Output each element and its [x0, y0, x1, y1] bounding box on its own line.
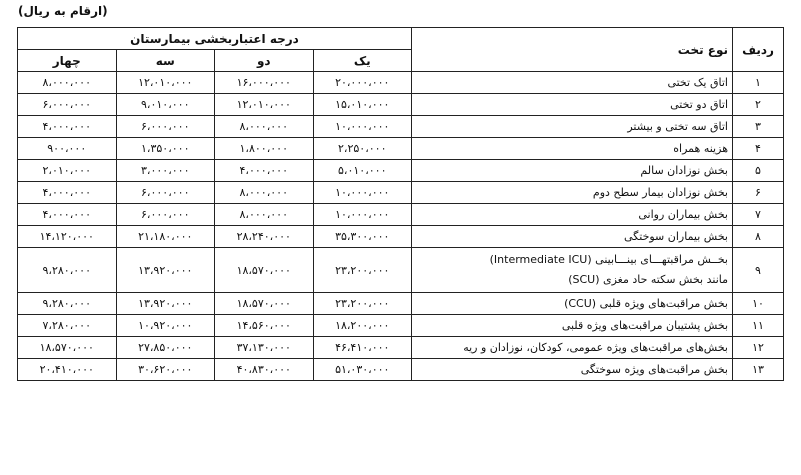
table-row: [18, 72, 784, 94]
bed-type-cell: بخش نوزادان بیمار سطح دوم: [412, 182, 733, 204]
row-number: ۵: [733, 160, 784, 182]
header-grade-2: دو: [215, 50, 314, 72]
table-row: [18, 359, 784, 381]
table-row: [18, 226, 784, 248]
row-number: ۱: [733, 72, 784, 94]
rate-grade-1: ۳۵،۳۰۰،۰۰۰: [313, 226, 412, 248]
bed-type-line-1: بخــش مراقبتهـــای بینـــابینی (Intermediate ICU): [489, 253, 728, 266]
row-number: ۴: [733, 138, 784, 160]
bed-type-cell: اتاق یک تختی: [412, 72, 733, 94]
row-number: ۹: [733, 248, 784, 293]
rate-grade-4: ۹،۲۸۰،۰۰۰: [18, 293, 117, 315]
rate-grade-4: ۴،۰۰۰،۰۰۰: [18, 182, 117, 204]
bed-type-cell: بخش بیماران سوختگی: [412, 226, 733, 248]
rate-grade-2: ۱۸،۵۷۰،۰۰۰: [215, 293, 314, 315]
table-row: [18, 116, 784, 138]
rate-grade-2: ۸،۰۰۰،۰۰۰: [215, 116, 314, 138]
rate-grade-1: ۲۳،۲۰۰،۰۰۰: [313, 293, 412, 315]
rate-grade-3: ۹،۰۱۰،۰۰۰: [116, 94, 215, 116]
bed-type-cell: بخش مراقبت‌های ویژه سوختگی: [412, 359, 733, 381]
rate-grade-1: ۴۶،۴۱۰،۰۰۰: [313, 337, 412, 359]
row-number: ۱۰: [733, 293, 784, 315]
rate-grade-2: ۴۰،۸۳۰،۰۰۰: [215, 359, 314, 381]
header-grade-3: سه: [116, 50, 215, 72]
rate-grade-3: ۱۳،۹۲۰،۰۰۰: [116, 293, 215, 315]
rate-grade-1: ۲۳،۲۰۰،۰۰۰: [313, 248, 412, 293]
row-number: ۱۱: [733, 315, 784, 337]
rate-grade-4: ۸،۰۰۰،۰۰۰: [18, 72, 117, 94]
rate-grade-4: ۶،۰۰۰،۰۰۰: [18, 94, 117, 116]
table-row: [18, 293, 784, 315]
rate-grade-4: ۹،۲۸۰،۰۰۰: [18, 248, 117, 293]
unit-note: (ارقام به ریال): [18, 4, 108, 18]
row-number: ۶: [733, 182, 784, 204]
rate-grade-4: ۱۴،۱۲۰،۰۰۰: [18, 226, 117, 248]
table-row: [18, 160, 784, 182]
bed-type-cell: بخش‌های مراقبت‌های ویژه عمومی، کودکان، نوزادان و ریه: [412, 337, 733, 359]
table-row: [18, 337, 784, 359]
rate-grade-3: ۲۷،۸۵۰،۰۰۰: [116, 337, 215, 359]
rate-grade-2: ۱۸،۵۷۰،۰۰۰: [215, 248, 314, 293]
bed-type-cell: بخش بیماران روانی: [412, 204, 733, 226]
header-grade-4: چهار: [18, 50, 117, 72]
row-number: ۱۳: [733, 359, 784, 381]
row-number: ۲: [733, 94, 784, 116]
rate-grade-3: ۳۰،۶۲۰،۰۰۰: [116, 359, 215, 381]
bed-type-cell: اتاق دو تختی: [412, 94, 733, 116]
bed-type-cell: بخش مراقبت‌های ویژه قلبی (CCU): [412, 293, 733, 315]
rate-grade-4: ۲،۰۱۰،۰۰۰: [18, 160, 117, 182]
rate-grade-4: ۱۸،۵۷۰،۰۰۰: [18, 337, 117, 359]
rate-grade-3: ۱۰،۹۲۰،۰۰۰: [116, 315, 215, 337]
rate-grade-2: ۳۷،۱۳۰،۰۰۰: [215, 337, 314, 359]
rate-grade-1: ۱۰،۰۰۰،۰۰۰: [313, 204, 412, 226]
rate-grade-4: ۲۰،۴۱۰،۰۰۰: [18, 359, 117, 381]
bed-type-cell: بخش پشتیبان مراقبت‌های ویژه قلبی: [412, 315, 733, 337]
rate-grade-1: ۵۱،۰۳۰،۰۰۰: [313, 359, 412, 381]
rate-grade-3: ۶،۰۰۰،۰۰۰: [116, 204, 215, 226]
table-body: [18, 72, 784, 381]
rate-grade-1: ۲۰،۰۰۰،۰۰۰: [313, 72, 412, 94]
rate-grade-2: ۱۲،۰۱۰،۰۰۰: [215, 94, 314, 116]
bed-type-cell: بخش نوزادان سالم: [412, 160, 733, 182]
bed-type-cell: هزینه همراه: [412, 138, 733, 160]
rate-grade-1: ۱۰،۰۰۰،۰۰۰: [313, 116, 412, 138]
rate-grade-1: ۱۸،۲۰۰،۰۰۰: [313, 315, 412, 337]
bed-type-cell: اتاق سه تختی و بیشتر: [412, 116, 733, 138]
rate-grade-1: ۵،۰۱۰،۰۰۰: [313, 160, 412, 182]
header-row-number: ردیف: [733, 28, 784, 72]
rate-grade-3: ۶،۰۰۰،۰۰۰: [116, 116, 215, 138]
header-bed-type: نوع تخت: [412, 28, 733, 72]
table-row: [18, 248, 784, 293]
rate-grade-3: ۲۱،۱۸۰،۰۰۰: [116, 226, 215, 248]
rate-grade-2: ۲۸،۲۴۰،۰۰۰: [215, 226, 314, 248]
table-row: [18, 138, 784, 160]
header-grade-1: یک: [313, 50, 412, 72]
row-number: ۷: [733, 204, 784, 226]
rate-grade-1: ۱۰،۰۰۰،۰۰۰: [313, 182, 412, 204]
table-row: [18, 315, 784, 337]
table-row: [18, 94, 784, 116]
rate-grade-3: ۱۳،۹۲۰،۰۰۰: [116, 248, 215, 293]
header-grade-group: درجه اعتباربخشی بیمارستان: [18, 28, 412, 50]
rate-grade-2: ۱۶،۰۰۰،۰۰۰: [215, 72, 314, 94]
bed-rates-table: [17, 27, 784, 381]
rate-grade-3: ۱۲،۰۱۰،۰۰۰: [116, 72, 215, 94]
rate-grade-2: ۸،۰۰۰،۰۰۰: [215, 182, 314, 204]
rate-grade-2: ۱،۸۰۰،۰۰۰: [215, 138, 314, 160]
rate-grade-1: ۱۵،۰۱۰،۰۰۰: [313, 94, 412, 116]
bed-type-line-2: مانند بخش سکته حاد مغزی (SCU): [568, 273, 728, 286]
table-row: [18, 182, 784, 204]
rate-grade-2: ۸،۰۰۰،۰۰۰: [215, 204, 314, 226]
row-number: ۳: [733, 116, 784, 138]
row-number: ۸: [733, 226, 784, 248]
rate-grade-4: ۹۰۰،۰۰۰: [18, 138, 117, 160]
rate-grade-3: ۱،۳۵۰،۰۰۰: [116, 138, 215, 160]
row-number: ۱۲: [733, 337, 784, 359]
rate-grade-2: ۴،۰۰۰،۰۰۰: [215, 160, 314, 182]
rate-grade-3: ۶،۰۰۰،۰۰۰: [116, 182, 215, 204]
rate-grade-4: ۴،۰۰۰،۰۰۰: [18, 204, 117, 226]
table-row: [18, 204, 784, 226]
rate-grade-4: ۴،۰۰۰،۰۰۰: [18, 116, 117, 138]
rate-grade-4: ۷،۲۸۰،۰۰۰: [18, 315, 117, 337]
bed-type-cell: [412, 248, 733, 293]
rate-grade-2: ۱۴،۵۶۰،۰۰۰: [215, 315, 314, 337]
rate-grade-3: ۳،۰۰۰،۰۰۰: [116, 160, 215, 182]
rate-grade-1: ۲،۲۵۰،۰۰۰: [313, 138, 412, 160]
